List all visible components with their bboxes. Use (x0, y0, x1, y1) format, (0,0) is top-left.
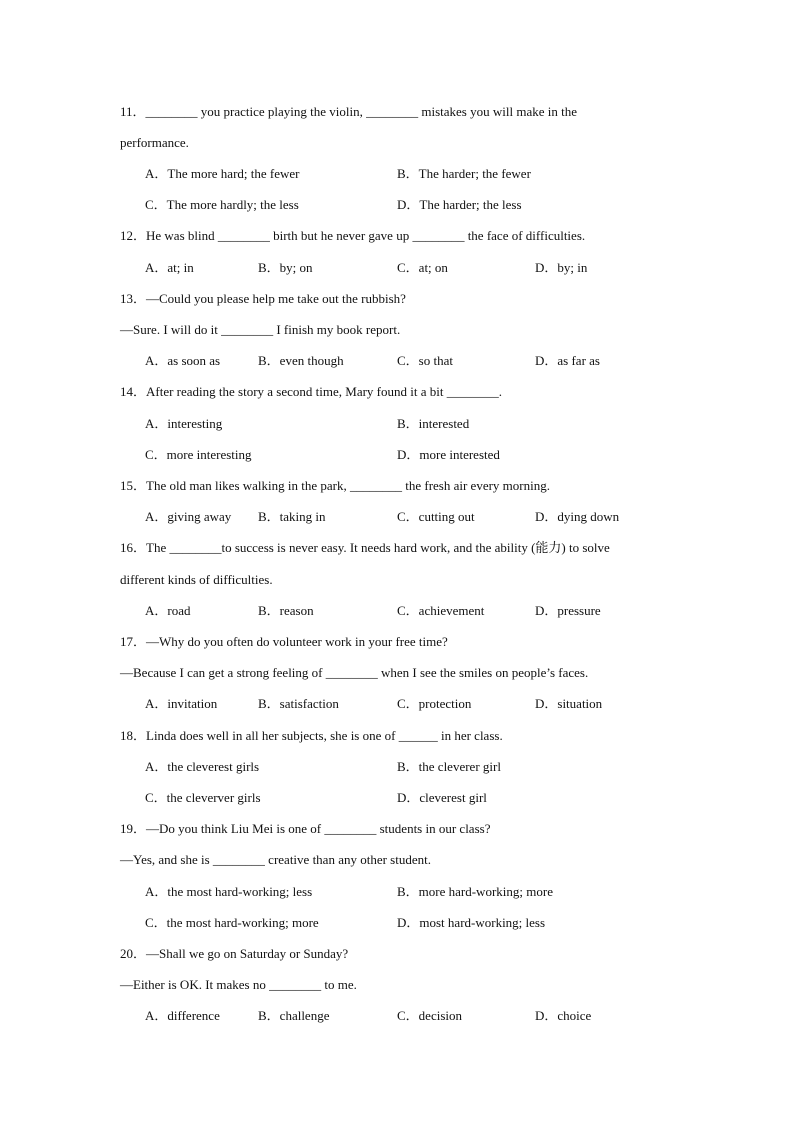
option-c[interactable]: C．decision (397, 1008, 462, 1023)
option-d[interactable]: D．pressure (535, 603, 601, 618)
option-b[interactable]: B．taking in (258, 509, 326, 524)
option-d[interactable]: D．choice (535, 1008, 592, 1023)
question-13-stem-cont: —Sure. I will do it ________ I finish my book report. (120, 322, 401, 337)
option-b[interactable]: B．by; on (258, 260, 313, 275)
option-b[interactable]: B．reason (258, 603, 314, 618)
question-20-stem: 20．—Shall we go on Saturday or Sunday? (120, 946, 349, 961)
option-a[interactable]: A．difference (145, 1008, 220, 1023)
option-d[interactable]: D．as far as (535, 353, 600, 368)
question-12-stem: 12．He was blind ________ birth but he never gave up ________ the face of difficulties. (120, 228, 586, 243)
option-d[interactable]: D．The harder; the less (397, 197, 522, 212)
question-16-stem-cont: different kinds of difficulties. (120, 572, 273, 587)
option-c[interactable]: C．so that (397, 353, 453, 368)
option-c[interactable]: C．the cleverver girls (145, 790, 261, 805)
option-b[interactable]: B．satisfaction (258, 696, 339, 711)
option-a[interactable]: A．at; in (145, 260, 194, 275)
option-b[interactable]: B．challenge (258, 1008, 330, 1023)
option-a[interactable]: A．interesting (145, 416, 223, 431)
option-c[interactable]: C．protection (397, 696, 472, 711)
option-d[interactable]: D．more interested (397, 447, 500, 462)
question-11-stem: 11．________ you practice playing the violin, ________ mistakes you will make in the (120, 104, 577, 119)
option-a[interactable]: A．invitation (145, 696, 218, 711)
question-11-stem-cont: performance. (120, 135, 189, 150)
option-b[interactable]: B．the cleverer girl (397, 759, 501, 774)
question-17-stem-cont: —Because I can get a strong feeling of ________ when I see the smiles on people’s faces. (120, 665, 589, 680)
question-15-stem: 15．The old man likes walking in the park, ________ the fresh air every morning. (120, 478, 550, 493)
option-c[interactable]: C．cutting out (397, 509, 475, 524)
option-d[interactable]: D．cleverest girl (397, 790, 487, 805)
option-d[interactable]: D．dying down (535, 509, 620, 524)
option-a[interactable]: A．The more hard; the fewer (145, 166, 300, 181)
option-d[interactable]: D．by; in (535, 260, 588, 275)
option-a[interactable]: A．the most hard-working; less (145, 884, 313, 899)
option-b[interactable]: B．interested (397, 416, 470, 431)
option-c[interactable]: C．the most hard-working; more (145, 915, 319, 930)
question-19-stem-cont: —Yes, and she is ________ creative than any other student. (120, 852, 431, 867)
question-13-stem: 13．—Could you please help me take out the rubbish? (120, 291, 406, 306)
question-17-stem: 17．—Why do you often do volunteer work in your free time? (120, 634, 448, 649)
question-20-stem-cont: —Either is OK. It makes no ________ to me. (120, 977, 357, 992)
question-16-stem: 16．The ________to success is never easy. It needs hard work, and the ability (能力) to solve (120, 540, 610, 555)
option-d[interactable]: D．situation (535, 696, 603, 711)
option-a[interactable]: A．as soon as (145, 353, 221, 368)
option-a[interactable]: A．road (145, 603, 191, 618)
option-d[interactable]: D．most hard-working; less (397, 915, 546, 930)
question-14-stem: 14．After reading the story a second time, Mary found it a bit ________. (120, 384, 502, 399)
option-b[interactable]: B．The harder; the fewer (397, 166, 531, 181)
question-18-stem: 18．Linda does well in all her subjects, she is one of ______ in her class. (120, 728, 503, 743)
option-a[interactable]: A．the cleverest girls (145, 759, 260, 774)
question-19-stem: 19．—Do you think Liu Mei is one of ________ students in our class? (120, 821, 491, 836)
option-c[interactable]: C．The more hardly; the less (145, 197, 299, 212)
option-b[interactable]: B．even though (258, 353, 344, 368)
option-a[interactable]: A．giving away (145, 509, 232, 524)
option-b[interactable]: B．more hard-working; more (397, 884, 553, 899)
option-c[interactable]: C．at; on (397, 260, 448, 275)
option-c[interactable]: C．achievement (397, 603, 485, 618)
option-c[interactable]: C．more interesting (145, 447, 252, 462)
